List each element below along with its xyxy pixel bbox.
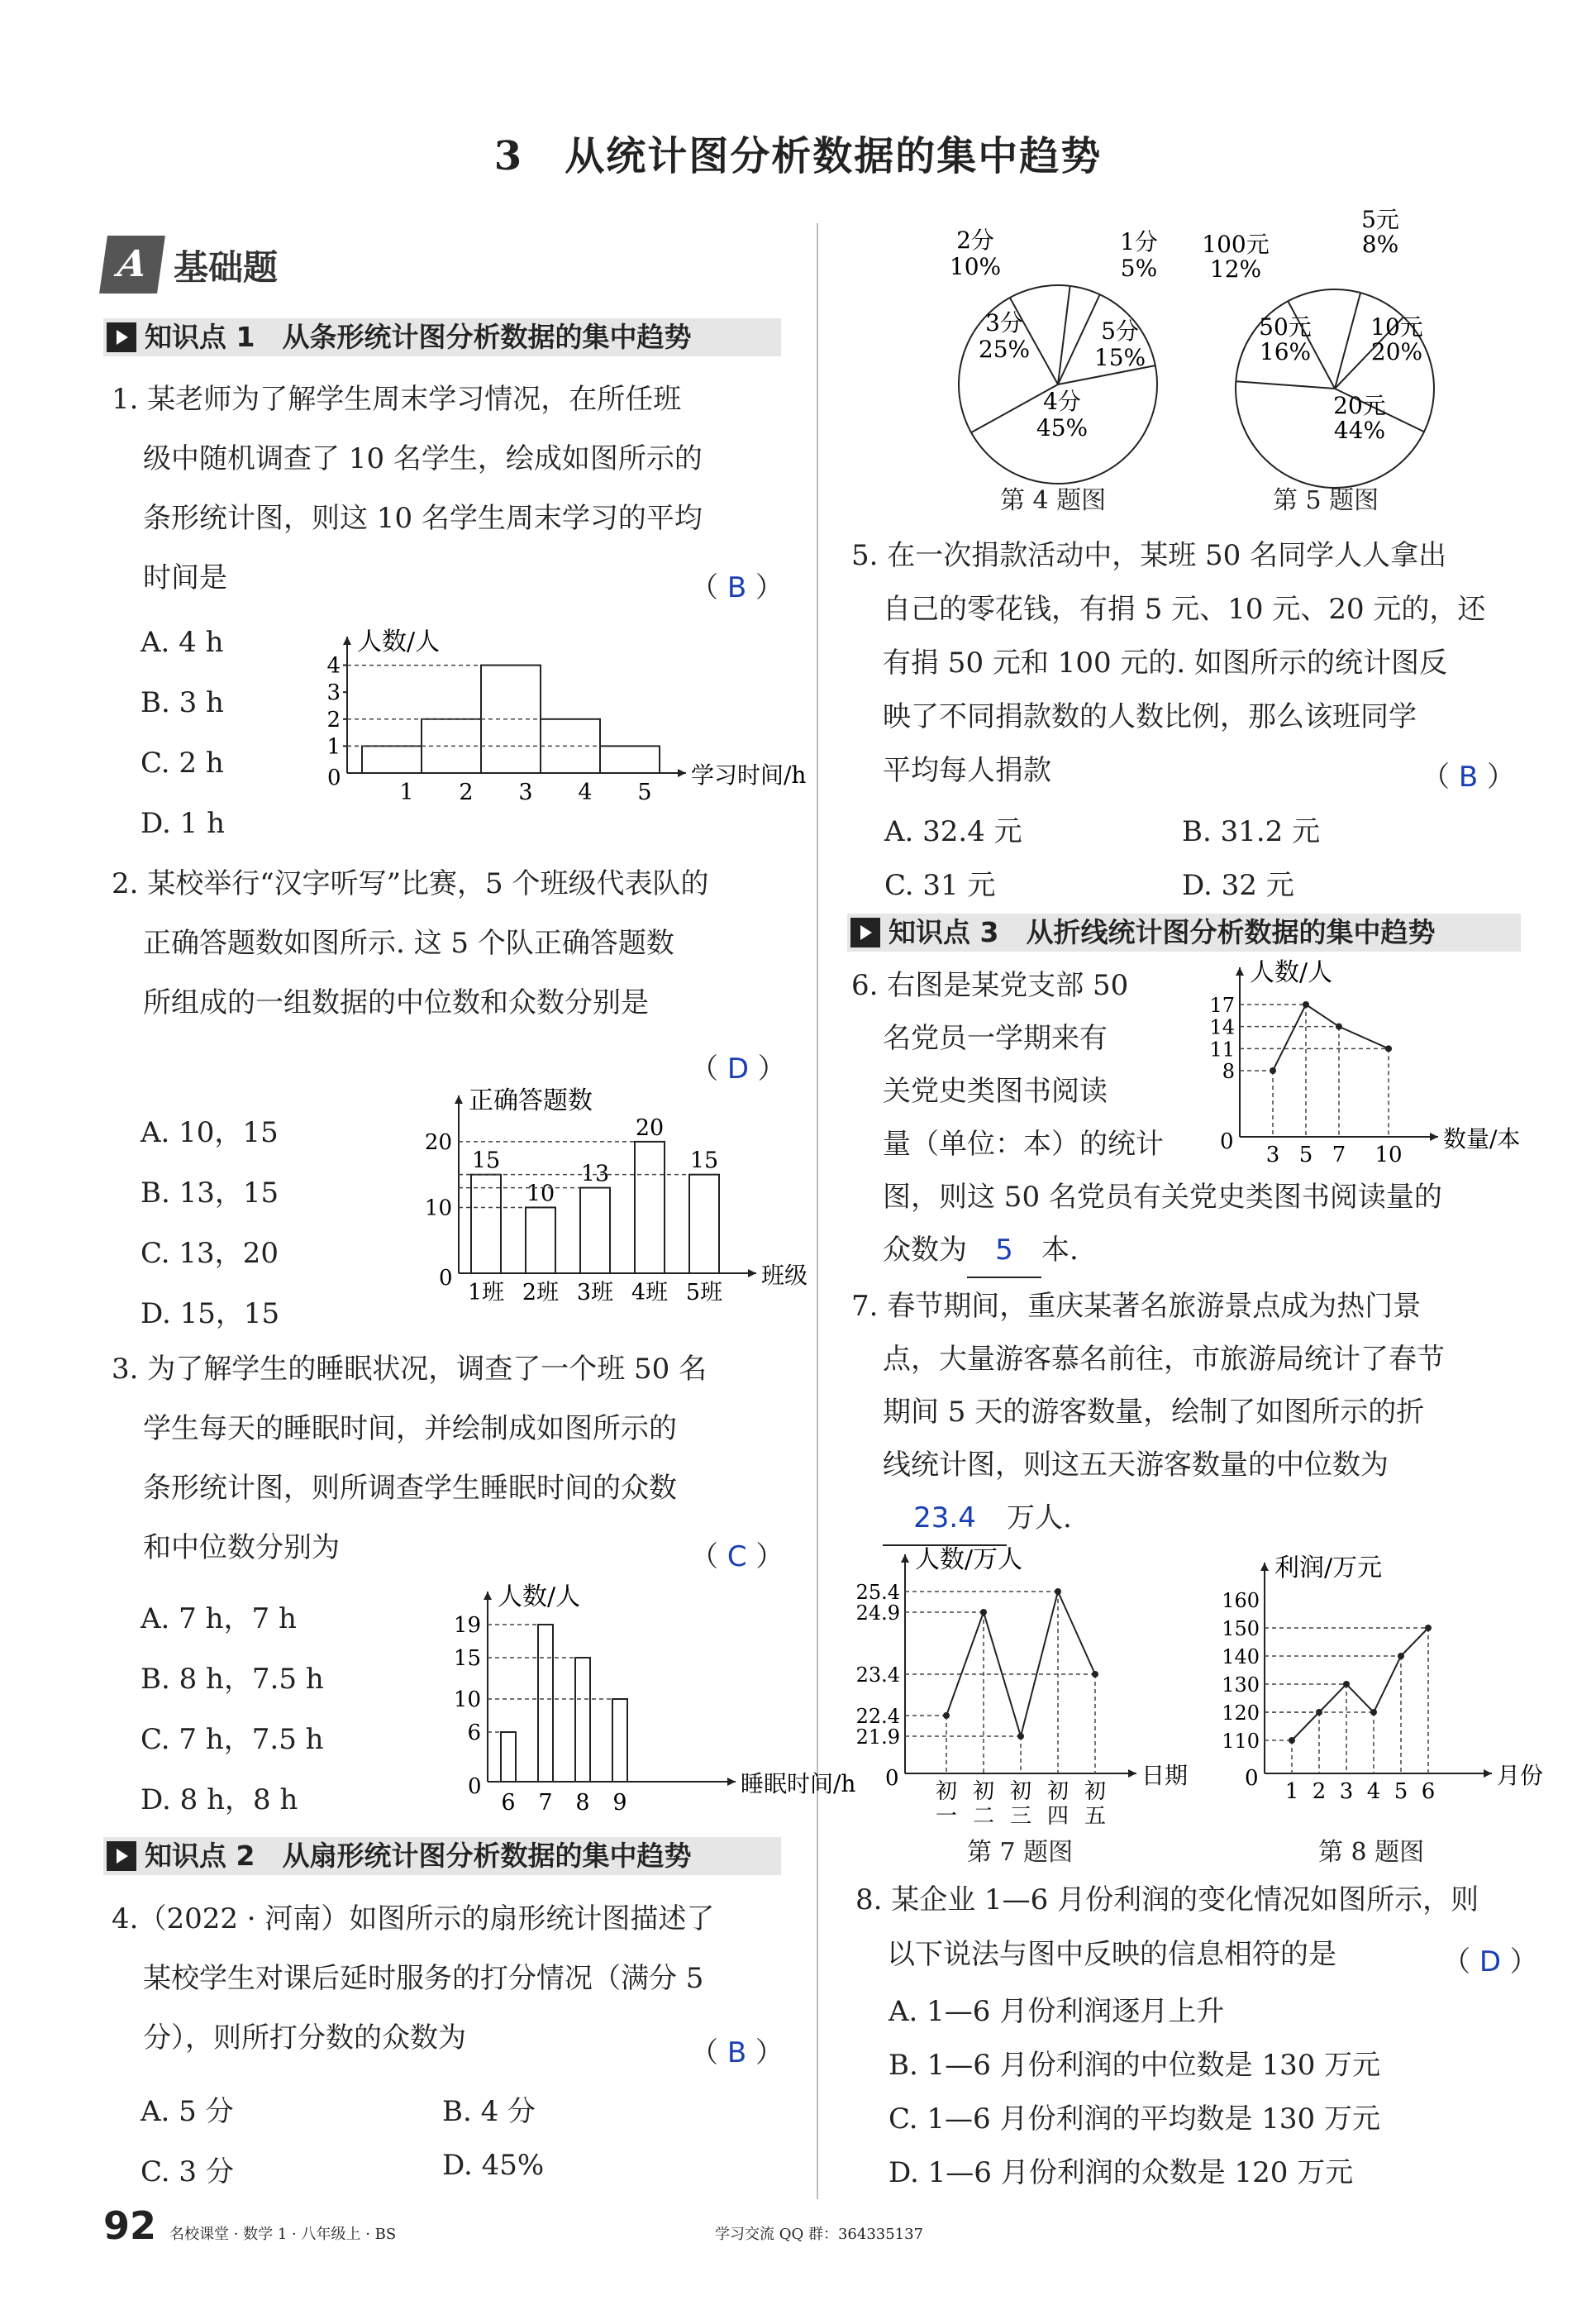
q4-option-b: B. 4 分 [442,2095,536,2128]
series-line [946,1592,1095,1736]
q8-option-a: A. 1—6 月份利润逐月上升 [889,1995,1225,2028]
q5-option-c: C. 31 元 [884,869,996,902]
q8-line-chart [1215,1554,1544,1831]
origin-label: 0 [468,1774,482,1799]
page-title: 3 从统计图分析数据的集中趋势 [493,133,1103,179]
y-tick-label: 10 [453,1687,481,1712]
y-tick-label: 1 [326,734,341,760]
data-label: 20 [635,1114,665,1141]
q2-option-a: A. 10，15 [141,1116,279,1149]
bar [635,1142,665,1273]
q1-option-c: C. 2 h [141,747,224,780]
x-tick-label: 9 [612,1790,627,1816]
pie-slice-label: 5分 [1101,317,1139,345]
data-point [1385,1045,1392,1052]
pie-slice-percent: 8% [1361,231,1399,258]
q5-option-b: B. 31.2 元 [1182,815,1321,848]
q7-line-chart [855,1545,1190,1831]
pie-slice-percent: 44% [1333,417,1386,444]
x-tick-label: 3 [518,780,533,805]
x-arrow [1430,1133,1438,1141]
x-axis-label: 月份 [1497,1762,1544,1789]
q5-pie-chart [1190,203,1529,463]
q6-line-chart [1207,959,1537,1174]
caption-q8: 第 8 题图 [1318,1838,1425,1867]
y-arrow [1236,967,1244,976]
data-label: 15 [689,1148,719,1174]
pie-slice-percent: 5% [1120,255,1158,282]
pie-slice-percent: 25% [978,336,1031,363]
q7-answer: 23.4 [883,1491,1007,1546]
pie-slice-percent: 10% [949,253,1002,280]
y-axis-label: 人数/人 [498,1582,581,1611]
y-axis-label: 人数/人 [357,628,441,656]
x-tick-label: 1 [1284,1779,1299,1804]
x-tick-label: 7 [1332,1143,1346,1167]
origin-label: 0 [1220,1129,1234,1154]
bar [580,1188,610,1273]
y-tick-label: 22.4 [855,1705,900,1728]
knowledge-point-3: 知识点 3 从折线统计图分析数据的集中趋势 [847,914,1521,952]
footer-book: 名校课堂 · 数学 1 · 八年级上 · BS [169,2226,397,2243]
q4-text: 4.（2022 · 河南）如图所示的扇形统计图描述了 某校学生对课后延时服务的打分情况（满分 5 分），则所打分数的众数为 [112,1902,715,2055]
q7-text: 7. 春节期间，重庆某著名旅游景点成为热门景 点，大量游客慕名前往，市旅游局统计了春节 期间 5 天的游客数量，绘制了如图所示的折 线统计图，则这五天游客数量的中位数为 23.4 万人. [851,1280,1445,1546]
pie-slice-percent: 15% [1093,344,1146,371]
q8-text: 8. 某企业 1—6 月份利润的变化情况如图所示，则 以下说法与图中反映的信息相符的是 [855,1883,1479,1971]
y-arrow [901,1554,909,1563]
q5-text: 5. 在一次捐款活动中，某班 50 名同学人人拿出 自己的零花钱，有捐 5 元、10 元、20 元的，还 有捐 50 元和 100 元的. 如图所示的统计图反 映了不同捐款数的人数比例，那么该班同学 平均每人捐款 [851,539,1486,787]
y-tick-label: 8 [1222,1060,1235,1083]
bar [526,1207,555,1273]
x-arrow [1484,1769,1492,1778]
x-arrow [748,1269,756,1277]
bar [689,1175,719,1273]
y-tick-label: 120 [1222,1701,1260,1725]
y-tick-label: 20 [424,1129,452,1155]
q1-option-a: A. 4 h [141,626,224,659]
knowledge-point-2: 知识点 2 从扇形统计图分析数据的集中趋势 [103,1837,781,1875]
column-divider [817,223,818,2199]
y-tick-label: 15 [453,1646,481,1671]
q5-answer: （ B ） [1422,761,1515,794]
pie-slice-percent: 45% [1036,414,1089,441]
y-tick-label: 2 [326,707,341,733]
origin-label: 0 [439,1266,453,1291]
q3-option-c: C. 7 h，7.5 h [141,1723,324,1756]
q2-text: 2. 某校举行“汉字听写”比赛，5 个班级代表队的 正确答题数如图所示. 这 5 个队正确答题数 所组成的一组数据的中位数和众数分别是 [112,867,709,1019]
caption-q4: 第 4 题图 [1000,486,1107,515]
bar [471,1175,501,1273]
caption-q7: 第 7 题图 [967,1838,1074,1867]
x-tick-label: 8 [575,1790,590,1816]
x-axis-label: 睡眠时间/h [741,1770,856,1797]
q8-option-d: D. 1—6 月份利润的众数是 120 万元 [889,2156,1354,2189]
q3-option-b: B. 8 h，7.5 h [141,1663,324,1696]
x-tick-label: 1 [399,780,414,805]
q1-bar-chart [314,616,807,835]
q2-option-c: C. 13，20 [141,1237,279,1270]
origin-label: 0 [1245,1766,1259,1791]
bar [612,1699,627,1782]
q3-option-a: A. 7 h，7 h [141,1602,297,1635]
q2-option-d: D. 15，15 [141,1297,280,1330]
q3-bar-chart [453,1582,856,1819]
x-axis-label: 日期 [1141,1762,1189,1789]
pie-slice-label: 5元 [1361,206,1399,233]
pie-slice-label: 3分 [985,309,1023,336]
x-tick-label: 2班 [522,1280,560,1305]
y-tick-label: 23.4 [855,1663,900,1687]
x-axis-label: 班级 [761,1262,808,1289]
pie-slice-label: 1分 [1120,228,1158,255]
x-tick-label: 3 [1265,1143,1280,1167]
x-tick-label: 初四 [1046,1779,1070,1829]
pie-slice-percent: 12% [1209,255,1262,283]
bar [501,1732,516,1782]
x-tick-label: 4班 [631,1280,669,1305]
y-tick-label: 4 [326,653,341,679]
x-tick-label: 5 [637,780,652,805]
x-tick-label: 初五 [1084,1779,1107,1829]
x-arrow [1128,1769,1136,1778]
x-tick-label: 10 [1374,1143,1403,1167]
q4-option-c: C. 3 分 [141,2155,234,2188]
x-arrow [727,1778,736,1786]
y-arrow [484,1592,492,1600]
y-tick-label: 17 [1209,994,1235,1017]
data-label: 13 [580,1161,610,1187]
bar [575,1658,590,1782]
q8-option-c: C. 1—6 月份利润的平均数是 130 万元 [889,2102,1380,2136]
x-tick-label: 5 [1394,1779,1408,1804]
y-tick-label: 110 [1222,1730,1260,1753]
x-tick-label: 4 [578,780,593,805]
q5-option-d: D. 32 元 [1182,869,1294,902]
x-tick-label: 1班 [467,1280,505,1305]
x-tick-label: 3班 [576,1280,614,1305]
y-tick-label: 14 [1209,1015,1235,1039]
q5-option-a: A. 32.4 元 [884,815,1022,848]
x-tick-label: 3 [1339,1779,1354,1804]
bar [362,746,422,773]
q1-option-d: D. 1 h [141,807,225,840]
pie-slice-label: 10元 [1370,313,1423,341]
q2-answer: （ D ） [690,1052,786,1086]
q3-answer: （ C ） [690,1540,784,1573]
q1-answer: （ B ） [690,571,784,604]
section-banner [103,236,351,294]
q1-option-b: B. 3 h [141,686,224,719]
section-letter: A [99,236,165,294]
x-tick-label: 5 [1298,1143,1313,1167]
q4-answer: （ B ） [690,2036,784,2069]
x-tick-label: 6 [1421,1779,1436,1804]
q2-option-b: B. 13，15 [141,1176,279,1210]
q1-text: 1. 某老师为了解学生周末学习情况，在所任班 级中随机调查了 10 名学生，绘成如图所示的 条形统计图，则这 10 名学生周末学习的平均 时间是 [112,383,703,594]
x-tick-label: 初二 [972,1779,995,1829]
y-tick-label: 150 [1222,1617,1260,1640]
x-tick-label: 初一 [935,1779,958,1829]
pie-slice-percent: 16% [1259,338,1312,365]
q4-pie-chart [909,223,1190,463]
x-tick-label: 4 [1366,1779,1381,1804]
x-tick-label: 5班 [685,1280,723,1305]
bar [538,1625,553,1782]
origin-label: 0 [327,766,341,790]
bar [600,746,660,773]
origin-label: 0 [885,1766,899,1791]
data-label: 15 [471,1148,501,1174]
y-tick-label: 19 [453,1613,481,1638]
x-tick-label: 6 [501,1790,516,1816]
page-number: 92 [103,2203,157,2248]
y-tick-label: 21.9 [855,1725,900,1749]
y-arrow [343,637,351,645]
pie-slice-label: 20元 [1333,392,1386,419]
q2-bar-chart [413,1086,808,1306]
q8-option-b: B. 1—6 月份利润的中位数是 130 万元 [889,2049,1381,2082]
pie-slice-label: 2分 [956,227,994,254]
y-tick-label: 10 [424,1196,452,1221]
y-tick-label: 11 [1209,1038,1235,1062]
y-tick-label: 130 [1222,1673,1260,1697]
y-arrow [455,1095,463,1104]
q4-option-a: A. 5 分 [141,2095,234,2128]
y-axis-label: 人数/万人 [915,1545,1023,1574]
knowledge-point-1: 知识点 1 从条形统计图分析数据的集中趋势 [103,318,781,356]
pie-slice-label: 4分 [1043,388,1081,415]
y-arrow [1260,1563,1269,1571]
caption-q5: 第 5 题图 [1273,486,1379,515]
y-tick-label: 140 [1222,1645,1260,1668]
x-axis-label: 学习时间/h [691,761,807,789]
x-axis-label: 数量/本 [1443,1125,1521,1153]
x-arrow [678,769,686,777]
x-tick-label: 初三 [1009,1779,1032,1829]
pie-slice-percent: 20% [1370,338,1423,365]
q6-answer: 5 [967,1224,1041,1278]
series-line [1273,1005,1389,1071]
y-axis-label: 利润/万元 [1274,1554,1383,1582]
q6-text: 6. 右图是某党支部 50 名党员一学期来有 关党史类图书阅读 量（单位：本）的统计 图，则这 50 名党员有关党史类图书阅读量的 众数为 5 本. [851,959,1442,1278]
y-tick-label: 160 [1222,1589,1260,1612]
y-tick-label: 3 [326,680,341,706]
x-tick-label: 2 [459,780,474,805]
y-tick-label: 6 [467,1721,481,1745]
y-axis-label: 人数/人 [1250,958,1333,987]
footer-qq: 学习交流 QQ 群：364335137 [715,2226,924,2243]
pie-slice-label: 50元 [1259,313,1312,341]
data-label: 10 [526,1181,555,1207]
q3-option-d: D. 8 h，8 h [141,1783,298,1816]
q4-option-d: D. 45% [442,2149,545,2182]
y-axis-label: 正确答题数 [469,1086,593,1115]
x-tick-label: 2 [1312,1779,1327,1804]
section-title: 基础题 [174,247,279,288]
pie-slice-label: 100元 [1202,231,1270,258]
x-tick-label: 7 [538,1790,553,1816]
y-tick-label: 24.9 [855,1601,900,1625]
q8-answer: （ D ） [1442,1945,1538,1978]
q3-text: 3. 为了解学生的睡眠状况，调查了一个班 50 名 学生每天的睡眠时间，并绘制成如图所示的 条形统计图，则所调查学生睡眠时间的众数 和中位数分别为 [112,1353,707,1564]
y-tick-label: 25.4 [855,1581,900,1604]
